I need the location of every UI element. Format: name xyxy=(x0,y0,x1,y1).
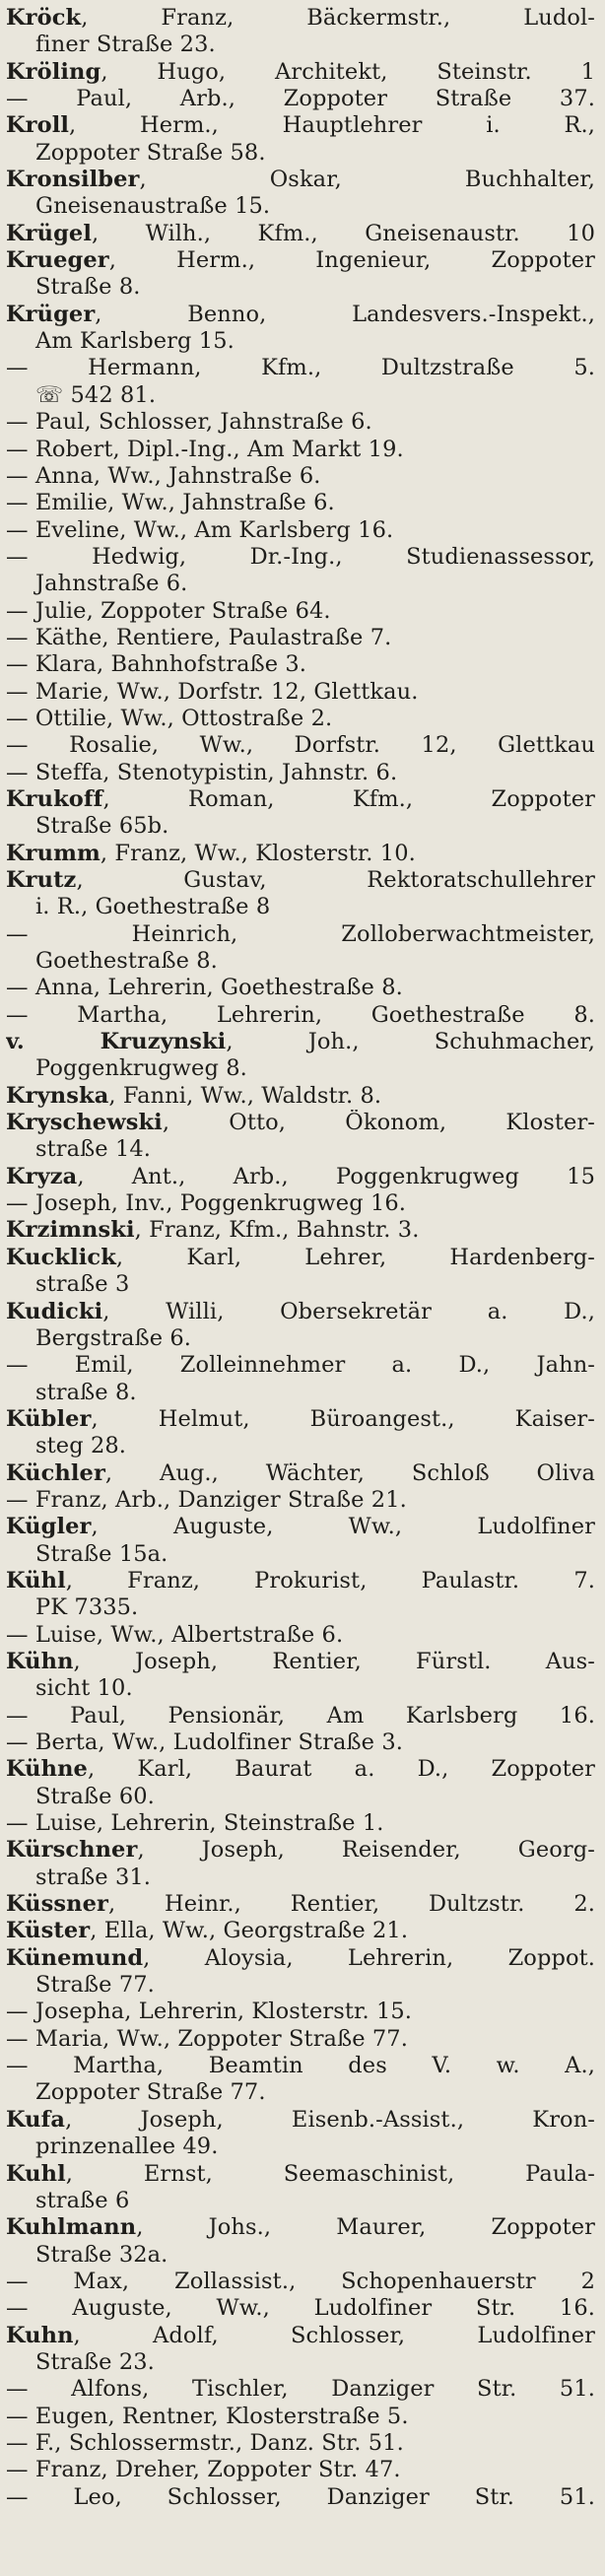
entry-text: — Hermann, Kfm., Dultzstraße 5. xyxy=(6,355,595,381)
directory-line xyxy=(6,328,595,355)
directory-line xyxy=(6,813,595,840)
entry-text: , Helmut, Büroangest., Kaiser- xyxy=(91,1405,595,1432)
directory-line xyxy=(6,625,595,651)
surname: Kronsilber xyxy=(6,167,140,193)
entry-text: , Franz, Bäckermstr., Ludol- xyxy=(81,5,595,31)
directory-line xyxy=(6,112,595,139)
directory-line xyxy=(6,948,595,975)
entry-text: — Paul, Arb., Zoppoter Straße 37. xyxy=(6,86,595,112)
surname: Kürschner xyxy=(6,1837,138,1864)
directory-line xyxy=(6,221,595,247)
surname: Kügler xyxy=(6,1514,92,1540)
directory-line xyxy=(6,1622,595,1649)
directory-line xyxy=(6,598,595,625)
directory-line xyxy=(6,1487,595,1514)
directory-line xyxy=(6,5,595,32)
entry-text: , Willi, Obersekretär a. D., xyxy=(102,1298,595,1324)
directory-line xyxy=(6,1514,595,1540)
directory-line xyxy=(6,975,595,1001)
directory-line xyxy=(6,1999,595,2025)
directory-line xyxy=(6,1380,595,1406)
surname: Kröck xyxy=(6,5,82,31)
directory-line xyxy=(6,1810,595,1837)
directory-line xyxy=(6,2107,595,2134)
entry-text: — Luise, Lehrerin, Steinstraße 1. xyxy=(6,1810,384,1837)
directory-line xyxy=(6,706,595,732)
entry-text: — Heinrich, Zolloberwachtmeister, xyxy=(6,920,595,947)
entry-text: Zoppoter Straße 77. xyxy=(35,2079,266,2106)
directory-line xyxy=(6,2484,595,2511)
surname: Krumm xyxy=(6,840,101,866)
directory-line xyxy=(6,1649,595,1675)
entry-text: — Ottilie, Ww., Ottostraße 2. xyxy=(6,705,333,731)
entry-text: straße 3 xyxy=(35,1271,130,1298)
entry-text: — Steffa, Stenotypistin, Jahnstr. 6. xyxy=(6,759,398,785)
directory-line xyxy=(6,247,595,274)
surname: Kübler xyxy=(6,1405,92,1432)
directory-line xyxy=(6,867,595,894)
entry-text: Straße 77. xyxy=(35,1972,155,1999)
entry-text: finer Straße 23. xyxy=(35,32,216,58)
entry-text: , Ella, Ww., Georgstraße 21. xyxy=(90,1918,409,1944)
directory-line xyxy=(6,463,595,490)
entry-text: Straße 8. xyxy=(35,274,141,301)
entry-text: , Franz, Prokurist, Paulastr. 7. xyxy=(65,1567,595,1593)
entry-text: , Ernst, Seemaschinist, Paula- xyxy=(65,2160,595,2187)
directory-line xyxy=(6,2026,595,2053)
entry-text: , Franz, Ww., Klosterstr. 10. xyxy=(100,840,416,866)
directory-line xyxy=(6,86,595,112)
entry-text: — Eveline, Ww., Am Karlsberg 16. xyxy=(6,516,394,543)
entry-text: — Marie, Ww., Dorfstr. 12, Glettkau. xyxy=(6,678,419,705)
surname: Kryschewski xyxy=(6,1110,163,1136)
entry-text: , Franz, Kfm., Bahnstr. 3. xyxy=(134,1217,420,1244)
directory-line xyxy=(6,59,595,86)
entry-text: ☏ 542 81. xyxy=(35,381,157,408)
entry-text: — Emilie, Ww., Jahnstraße 6. xyxy=(6,490,335,516)
entry-text: — Luise, Ww., Albertstraße 6. xyxy=(6,1621,344,1648)
entry-text: Gneisenaustraße 15. xyxy=(35,193,271,220)
entry-text: , Herm., Hauptlehrer i. R., xyxy=(69,112,595,139)
surname: Küchler xyxy=(6,1459,105,1486)
entry-text: Jahnstraße 6. xyxy=(35,571,188,597)
entry-text: — Julie, Zoppoter Straße 64. xyxy=(6,597,331,624)
entry-text: — Joseph, Inv., Poggenkrugweg 16. xyxy=(6,1190,407,1217)
entry-text: , Johs., Maurer, Zoppoter xyxy=(136,2214,595,2241)
directory-line xyxy=(6,841,595,867)
surname: Krukoff xyxy=(6,785,103,812)
directory-line xyxy=(6,409,595,436)
entry-text: — Martha, Lehrerin, Goethestraße 8. xyxy=(6,1001,595,1028)
entry-text: Straße 23. xyxy=(35,2348,155,2375)
surname: Krügel xyxy=(6,220,92,246)
entry-text: straße 14. xyxy=(35,1136,152,1163)
surname: Kuhlmann xyxy=(6,2214,137,2241)
entry-text: — Paul, Schlosser, Jahnstraße 6. xyxy=(6,409,372,436)
entry-text: — Franz, Arb., Danziger Straße 21. xyxy=(6,1486,407,1513)
entry-text: PK 7335. xyxy=(35,1594,139,1621)
directory-line xyxy=(6,1055,595,1082)
directory-line xyxy=(6,1568,595,1594)
directory-line xyxy=(6,1190,595,1217)
entry-text: steg 28. xyxy=(35,1433,127,1459)
directory-line xyxy=(6,1299,595,1325)
entry-text: — Anna, Lehrerin, Goethestraße 8. xyxy=(6,975,403,1001)
entry-text: Bergstraße 6. xyxy=(35,1324,192,1351)
entry-text: , Otto, Ökonom, Kloster- xyxy=(162,1110,595,1136)
directory-line xyxy=(6,1756,595,1783)
entry-text: — Max, Zollassist., Schopenhauerstr 2 xyxy=(6,2268,595,2294)
entry-text: — Klara, Bahnhofstraße 3. xyxy=(6,651,307,678)
entry-text: , Gustav, Rektoratschullehrer xyxy=(76,867,595,893)
directory-line xyxy=(6,2376,595,2403)
directory-line xyxy=(6,1136,595,1163)
entry-text: — Maria, Ww., Zoppoter Straße 77. xyxy=(6,2025,408,2052)
entry-text: , Oskar, Buchhalter, xyxy=(139,167,595,193)
entry-text: — Emil, Zolleinnehmer a. D., Jahn- xyxy=(6,1352,595,1379)
directory-line xyxy=(6,921,595,948)
entry-text: — Martha, Beamtin des V. w. A., xyxy=(6,2053,595,2079)
entry-text: — Leo, Schlosser, Danziger Str. 51. xyxy=(6,2483,595,2510)
surname: Kühl xyxy=(6,1567,66,1593)
directory-line xyxy=(6,193,595,220)
surname: Küssner xyxy=(6,1891,108,1918)
directory-line xyxy=(6,2457,595,2483)
entry-text: , Aloysia, Lehrerin, Zoppot. xyxy=(143,1944,595,1971)
directory-line xyxy=(6,517,595,544)
directory-line xyxy=(6,1110,595,1136)
directory-line xyxy=(6,1083,595,1110)
surname: Kroll xyxy=(6,112,70,139)
entry-text: , Karl, Baurat a. D., Zoppoter xyxy=(87,1756,595,1783)
surname: v. Kruzynski xyxy=(6,1029,227,1055)
directory-line xyxy=(6,1271,595,1298)
entry-text: , Wilh., Kfm., Gneisenaustr. 10 xyxy=(91,220,595,246)
directory-line xyxy=(6,1972,595,1999)
directory-line xyxy=(6,32,595,58)
directory-line xyxy=(6,140,595,167)
directory-line xyxy=(6,2161,595,2188)
directory-line xyxy=(6,1352,595,1379)
entry-text: , Benno, Landesvers.-Inspekt., xyxy=(95,301,595,327)
surname: Kufa xyxy=(6,2106,66,2133)
entry-text: , Heinr., Rentier, Dultzstr. 2. xyxy=(107,1891,595,1918)
directory-line xyxy=(6,274,595,301)
directory-line xyxy=(6,382,595,409)
directory-line xyxy=(6,1325,595,1352)
directory-line xyxy=(6,2214,595,2241)
surname: Kühne xyxy=(6,1756,88,1783)
entry-text: , Fanni, Ww., Waldstr. 8. xyxy=(108,1082,382,1109)
directory-line xyxy=(6,1433,595,1459)
entry-text: , Joseph, Eisenb.-Assist., Kron- xyxy=(65,2106,595,2133)
entry-text: Goethestraße 8. xyxy=(35,948,218,975)
entry-text: — Robert, Dipl.-Ing., Am Markt 19. xyxy=(6,436,404,462)
directory-line xyxy=(6,355,595,381)
entry-text: Poggenkrugweg 8. xyxy=(35,1055,247,1082)
directory-line xyxy=(6,2404,595,2430)
entry-text: , Karl, Lehrer, Hardenberg- xyxy=(115,1244,595,1270)
directory-line xyxy=(6,1164,595,1190)
surname: Krutz xyxy=(6,867,77,893)
entry-text: Am Karlsberg 15. xyxy=(35,328,235,355)
entry-text: Straße 32a. xyxy=(35,2241,168,2268)
entry-text: — F., Schlossermstr., Danz. Str. 51. xyxy=(6,2429,404,2456)
directory-line xyxy=(6,1784,595,1810)
directory-line xyxy=(6,1541,595,1568)
directory-line xyxy=(6,302,595,328)
entry-text: — Rosalie, Ww., Dorfstr. 12, Glettkau xyxy=(6,732,595,759)
directory-line xyxy=(6,1837,595,1864)
entry-text: — Eugen, Rentner, Klosterstraße 5. xyxy=(6,2403,409,2429)
surname: Kühn xyxy=(6,1648,74,1674)
entry-text: , Ant., Arb., Poggenkrugweg 15 xyxy=(77,1163,595,1189)
surname: Kröling xyxy=(6,58,101,85)
entry-text: , Herm., Ingenieur, Zoppoter xyxy=(108,247,595,274)
entry-text: , Joh., Schuhmacher, xyxy=(226,1029,595,1055)
entry-text: Straße 15a. xyxy=(35,1540,168,1567)
directory-line xyxy=(6,786,595,813)
entry-text: — Franz, Dreher, Zoppoter Str. 47. xyxy=(6,2457,401,2483)
entry-text: Zoppoter Straße 58. xyxy=(35,139,266,166)
directory-line xyxy=(6,2295,595,2322)
entry-text: straße 8. xyxy=(35,1379,137,1405)
directory-line xyxy=(6,2349,595,2376)
directory-line xyxy=(6,2269,595,2295)
directory-line xyxy=(6,1029,595,1055)
directory-line xyxy=(6,1217,595,1244)
directory-line xyxy=(6,1406,595,1433)
directory-line xyxy=(6,571,595,597)
entry-text: Straße 65b. xyxy=(35,813,169,840)
surname: Krueger xyxy=(6,247,109,274)
surname: Küster xyxy=(6,1918,91,1944)
directory-line xyxy=(6,2430,595,2457)
surname: Kryza xyxy=(6,1163,78,1189)
entry-text: — Käthe, Rentiere, Paulastraße 7. xyxy=(6,624,392,650)
directory-line xyxy=(6,2188,595,2214)
surname: Krüger xyxy=(6,301,96,327)
entry-text: sicht 10. xyxy=(35,1675,133,1702)
directory-line xyxy=(6,1945,595,1972)
directory-line xyxy=(6,1675,595,1702)
entry-text: , Adolf, Schlosser, Ludolfiner xyxy=(73,2322,595,2348)
surname: Kuhn xyxy=(6,2322,74,2348)
surname: Künemund xyxy=(6,1944,144,1971)
directory-line xyxy=(6,894,595,920)
directory-line xyxy=(6,437,595,463)
entry-text: — Hedwig, Dr.-Ing., Studienassessor, xyxy=(6,543,595,570)
directory-line xyxy=(6,2134,595,2160)
entry-text: , Roman, Kfm., Zoppoter xyxy=(102,785,595,812)
directory-line xyxy=(6,167,595,193)
directory-line xyxy=(6,2242,595,2269)
directory-line xyxy=(6,679,595,706)
surname: Krynska xyxy=(6,1082,109,1109)
entry-text: — Alfons, Tischler, Danziger Str. 51. xyxy=(6,2376,595,2403)
directory-line xyxy=(6,2053,595,2079)
directory-line xyxy=(6,1460,595,1487)
entry-text: , Joseph, Reisender, Georg- xyxy=(137,1837,595,1864)
directory-line xyxy=(6,490,595,516)
surname: Kudicki xyxy=(6,1298,103,1324)
entry-text: , Hugo, Architekt, Steinstr. 1 xyxy=(101,58,595,85)
entry-text: , Joseph, Rentier, Fürstl. Aus- xyxy=(73,1648,595,1674)
directory-line xyxy=(6,1245,595,1271)
directory-line xyxy=(6,1891,595,1918)
entry-text: prinzenallee 49. xyxy=(35,2134,219,2160)
entry-text: , Auguste, Ww., Ludolfiner xyxy=(91,1514,595,1540)
entry-text: straße 6 xyxy=(35,2187,130,2213)
entry-text: Straße 60. xyxy=(35,1783,155,1809)
surname: Kucklick xyxy=(6,1244,116,1270)
directory-line xyxy=(6,2323,595,2349)
directory-line xyxy=(6,2079,595,2106)
directory-line xyxy=(6,651,595,678)
directory-line xyxy=(6,544,595,571)
entry-text: — Paul, Pensionär, Am Karlsberg 16. xyxy=(6,1702,595,1729)
directory-line xyxy=(6,732,595,759)
entry-text: — Anna, Ww., Jahnstraße 6. xyxy=(6,462,321,489)
directory-line xyxy=(6,1729,595,1756)
entry-text: — Berta, Ww., Ludolfiner Straße 3. xyxy=(6,1729,403,1755)
directory-line xyxy=(6,1918,595,1944)
entry-text: straße 31. xyxy=(35,1864,152,1890)
surname: Krzimnski xyxy=(6,1217,135,1244)
entry-text: i. R., Goethestraße 8 xyxy=(35,894,271,920)
directory-line xyxy=(6,760,595,786)
surname: Kuhl xyxy=(6,2160,66,2187)
entry-text: — Auguste, Ww., Ludolfiner Str. 16. xyxy=(6,2295,595,2322)
directory-line xyxy=(6,1002,595,1029)
directory-line xyxy=(6,1864,595,1891)
entry-text: — Josepha, Lehrerin, Klosterstr. 15. xyxy=(6,1999,413,2025)
directory-line xyxy=(6,1594,595,1621)
entry-text: , Aug., Wächter, Schloß Oliva xyxy=(104,1459,595,1486)
directory-line xyxy=(6,1703,595,1729)
